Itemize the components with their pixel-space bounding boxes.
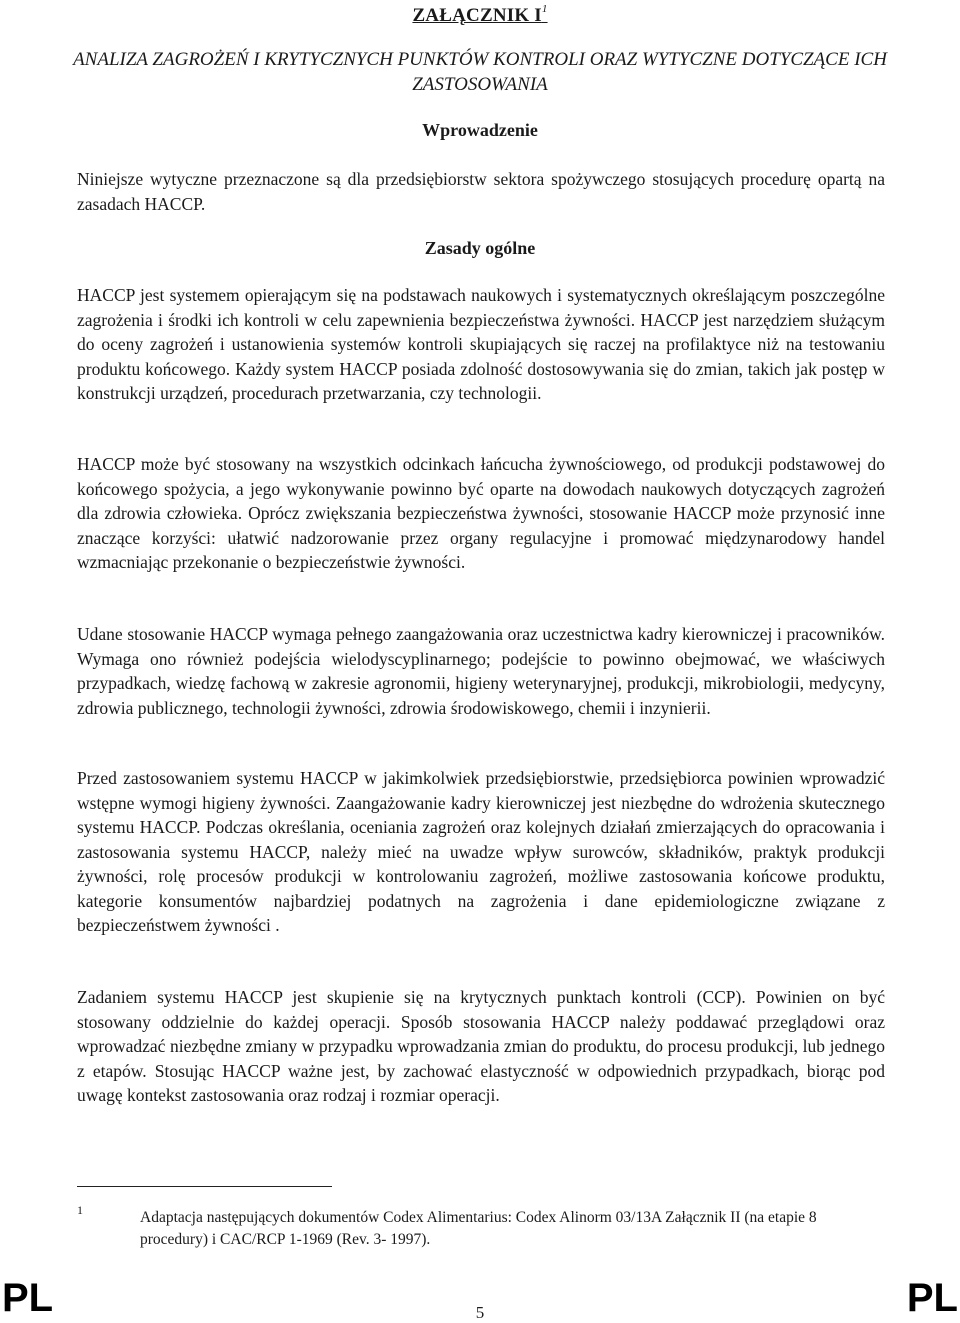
section-heading-general-principles: Zasady ogólne (424, 238, 536, 258)
footnote-separator (77, 1186, 332, 1187)
paragraph-general-4: Przed zastosowaniem systemu HACCP w jakimkolwiek przedsiębiorstwie, przedsiębiorca powinien wprowadzić wstępne wymogi higieny żywności. Zaangażowanie kadry kierowniczej jest niezbędne do wdrożenia skutecznego systemu HACCP. Podczas określania, oceniania zagrożeń oraz kolejnych działań zmierzających do opracowania i zastosowania systemu HACCP, należy mieć na uwadze wpływ surowców, składników, praktyk produkcji żywności, rolę procesów produkcji w kontrolowaniu zagrożeń, możliwe zastosowania końcowe produktu, kategorie konsumentów najbardziej podatnych na zagrożenia i dane epidemiologiczne związane z bezpieczeństwem żywności . (77, 768, 885, 935)
page-number: 5 (475, 1303, 485, 1322)
annex-title (0, 3, 960, 27)
annex-title-text: ZAŁĄCZNIK I (412, 5, 542, 26)
paragraph-general-2: HACCP może być stosowany na wszystkich odcinkach łańcucha żywnościowego, od produkcji podstawowej do końcowego spożycia, a jego wykonywanie powinno być oparte na dowodach naukowych dotyczących zagrożeń dla zdrowia człowieka. Oprócz zwiększania bezpieczeństwa żywności, stosowanie HACCP może przynosić inne znaczące korzyści: ułatwić nadzorowanie przez organy regulacyjne i promować międzynarodowy handel wzmacniając przekonanie o bezpieczeństwie żywności. (77, 454, 885, 572)
paragraph-general-5: Zadaniem systemu HACCP jest skupienie się na krytycznych punktach kontroli (CCP). Powinien on być stosowany oddzielnie do każdej operacji. Sposób stosowania HACCP należy poddawać przeglądowi oraz wprowadzać niezbędne zmiany w przypadku wprowadzania zmian do produktu, do procesu produkcji, lub jednego z etapów. Stosując HACCP ważne jest, by zachować elastyczność w odpowiednich przypadkach, biorąc pod uwagę kontekst zastosowania oraz rodzaj i rozmiar operacji. (77, 987, 885, 1105)
footnote-marker: 1 (77, 1203, 83, 1217)
section-heading-introduction: Wprowadzenie (422, 120, 538, 140)
paragraph-general-3: Udane stosowanie HACCP wymaga pełnego zaangażowania oraz uczestnictwa kadry kierowniczej i pracowników. Wymaga ono również podejścia wielodyscyplinarnego; podejście to powinno obejmować, we właściwych przypadkach, wiedzę fachową w zakresie agronomii, higieny weterynaryjnej, produkcji, mikrobiologii, medycyny, zdrowia publicznego, technologii żywności, zdrowia środowiskowego, chemii i inzynierii. (77, 624, 885, 718)
language-code-right: PL (906, 1276, 958, 1320)
paragraph-general-1: HACCP jest systemem opierającym się na podstawach naukowych i systematycznych określającym poszczególne zagrożenia i środki ich kontroli w celu zapewnienia bezpieczeństwa żywności. HACCP jest narzędziem służącym do oceny zagrożeń i ustanowienia systemów kontroli skupiających się raczej na profilaktyce niż na testowaniu produktu końcowego. Każdy system HACCP posiada zdolność dostosowywania się do zmian, takich jak postęp w konstrukcji urządzeń, procedurach przetwarzania, czy technologii. (77, 285, 885, 403)
document-subtitle: ANALIZA ZAGROŻEŃ I KRYTYCZNYCH PUNKTÓW KONTROLI ORAZ WYTYCZNE DOTYCZĄCE ICH ZASTOSOWANIA (73, 49, 887, 95)
paragraph-introduction: Niniejsze wytyczne przeznaczone są dla przedsiębiorstw sektora spożywczego stosujących procedurę opartą na zasadach HACCP. (77, 169, 885, 214)
language-code-left: PL (2, 1276, 54, 1320)
title-footnote-marker: 1 (541, 3, 548, 15)
footnote-text: Adaptacja następujących dokumentów Codex Alimentarius: Codex Alinorm 03/13A Załącznik II (na etapie 8 procedury) i CAC/RCP 1-1969 (Rev. 3- 1997). (140, 1209, 817, 1248)
